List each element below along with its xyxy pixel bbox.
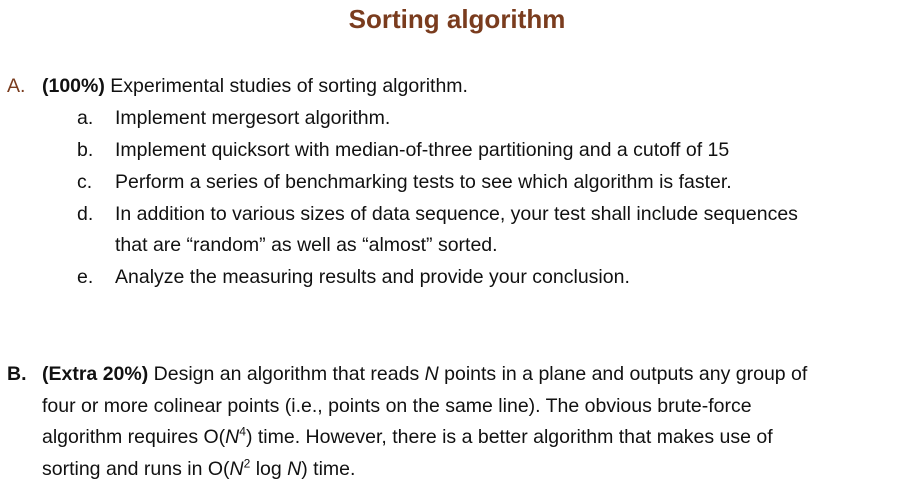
item-b-marker: b. xyxy=(77,139,94,161)
item-d-text-line2: that are “random” as well as “almost” sorted. xyxy=(115,234,498,256)
section-a-weight: (100%) xyxy=(42,75,105,97)
section-b-line3-text-b: ) time. However, there is a better algorithm that makes use of xyxy=(245,426,773,448)
item-d-marker: d. xyxy=(77,203,94,225)
variable-n: N xyxy=(229,458,244,480)
page-title: Sorting algorithm xyxy=(348,4,566,34)
log-text: log xyxy=(250,458,288,480)
section-b-line4-text-b: ) time. xyxy=(301,458,356,480)
exponent-4: 4 xyxy=(239,424,246,439)
variable-n: N xyxy=(424,363,439,385)
section-b-line4 xyxy=(42,456,355,482)
item-c-marker: c. xyxy=(77,171,93,193)
section-b-line1-text-a: Design an algorithm that reads xyxy=(148,363,425,385)
section-b-line1-text-b: points in a plane and outputs any group of xyxy=(438,363,808,385)
section-a-marker: A. xyxy=(7,75,26,97)
section-b-line2: four or more colinear points (i.e., points on the same line). The obvious brute-force xyxy=(42,395,752,417)
exponent-2: 2 xyxy=(243,456,251,471)
item-a-marker: a. xyxy=(77,107,94,129)
variable-n: N xyxy=(287,458,302,480)
section-a-text: Experimental studies of sorting algorithm. xyxy=(104,75,468,97)
section-b-line3 xyxy=(42,424,773,450)
section-a-heading xyxy=(42,73,468,99)
section-b-weight: (Extra 20%) xyxy=(42,363,149,385)
item-e-text: Analyze the measuring results and provide your conclusion. xyxy=(115,266,630,288)
item-d-text-line1: In addition to various sizes of data sequence, your test shall include sequences xyxy=(115,203,798,225)
item-b-text: Implement quicksort with median-of-three partitioning and a cutoff of 15 xyxy=(115,139,730,161)
section-b-line3-text-a: algorithm requires O( xyxy=(42,426,226,448)
item-e-marker: e. xyxy=(77,266,94,288)
section-b-line1 xyxy=(42,361,807,387)
section-b-line4-text-a: sorting and runs in O( xyxy=(42,458,230,480)
section-b-marker: B. xyxy=(7,363,27,385)
variable-n: N xyxy=(225,426,240,448)
item-a-text: Implement mergesort algorithm. xyxy=(115,107,391,129)
item-c-text: Perform a series of benchmarking tests to see which algorithm is faster. xyxy=(115,171,732,193)
